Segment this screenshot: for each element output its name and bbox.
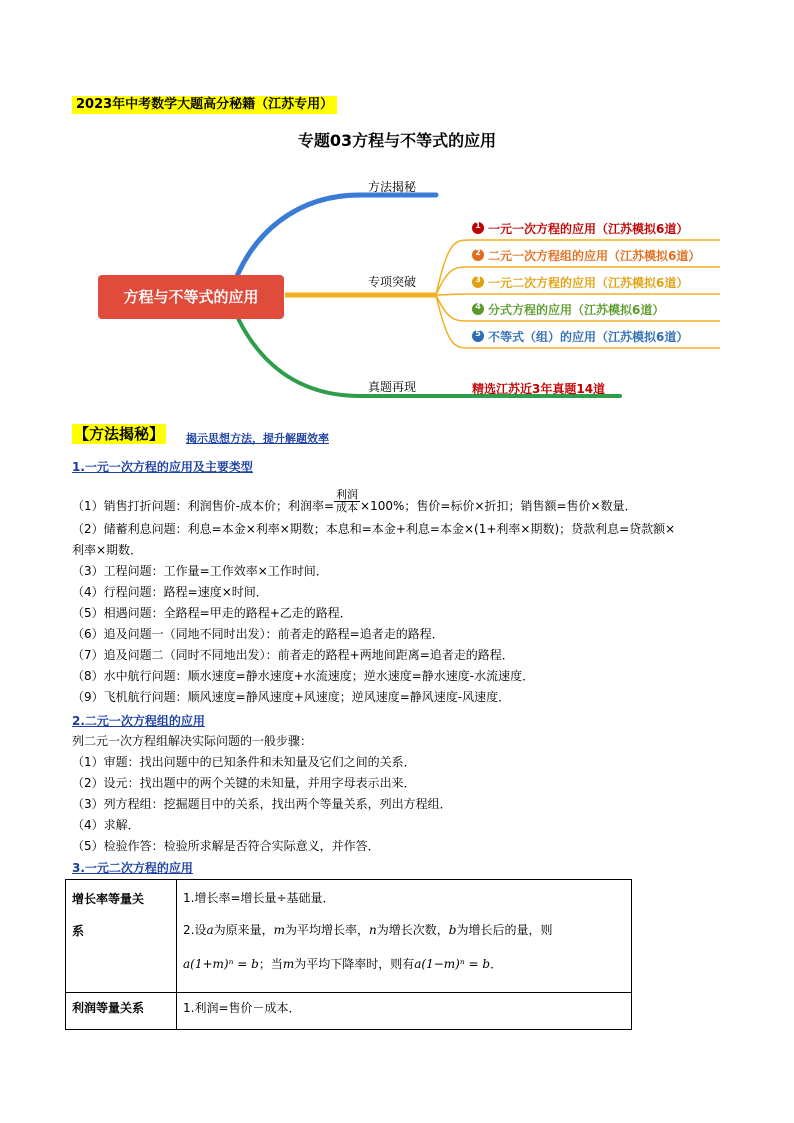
sec1-line-1-b: ×100%；售价=标价×折扣；销售额=售价×数量．	[360, 499, 637, 513]
row1-header-line-a: 增长率等量关	[72, 892, 145, 906]
var-a: a	[206, 923, 214, 937]
num-label-2: 2	[475, 248, 481, 257]
row1-line-2-d: 为增长次数，	[376, 923, 449, 937]
var-m-decline: m	[282, 957, 295, 971]
root-node: 方程与不等式的应用	[123, 288, 259, 306]
fraction-numerator: 利润	[336, 488, 359, 501]
row1-header-line-b: 系	[72, 924, 85, 938]
sec2-step-3: （3）列方程组：挖掘题目中的关系，找出两个等量关系，列出方程组．	[72, 797, 452, 811]
growth-formula: a(1+m)ⁿ = b	[183, 957, 259, 971]
sec2-step-4: （4）求解．	[72, 818, 140, 832]
row1-content	[177, 880, 632, 993]
item-2: 二元一次方程组的应用（江苏模拟6道）	[488, 249, 701, 263]
page-title: 专题03方程与不等式的应用	[297, 131, 497, 150]
row1-line-2-e: 为增长后的量，则	[456, 923, 553, 937]
sec1-line-2a: （2）储蓄利息问题：利息=本金×利率×期数；本息和=本金+利息=本金×(1+利率×期数)；贷款利息=贷款额×	[72, 522, 676, 536]
row1-line-2-b: 为原来量，	[213, 923, 274, 937]
sec1-line-9: （9）飞机航行问题：顺风速度=静风速度+风速度；逆风速度=静风速度-风速度．	[72, 690, 511, 704]
sec1-line-8: （8）水中航行问题：顺水速度=静水速度+水流速度；逆水速度=静水速度-水流速度．	[72, 669, 535, 683]
item-3: 一元二次方程的应用（江苏模拟6道）	[488, 276, 689, 290]
row1-line-3	[183, 954, 631, 974]
item-1: 一元一次方程的应用（江苏模拟6道）	[488, 222, 689, 236]
sec1-line-1	[72, 488, 637, 519]
sec1-line-7: （7）追及问题二（同时不同地出发）：前者走的路程+两地间距离=追者走的路程．	[72, 648, 514, 662]
decline-formula: a(1−m)ⁿ = b	[414, 957, 491, 971]
row1-line-2-c: 为平均增长率，	[285, 923, 370, 937]
section-1-heading: 1.一元一次方程的应用及主要类型	[72, 460, 253, 474]
row2-header: 利润等量关系	[66, 993, 177, 1030]
num-label-5: 5	[475, 329, 481, 338]
real-exam-note: 精选江苏近3年真题14道	[472, 382, 606, 396]
section-3-heading: 3.一元二次方程的应用	[72, 861, 193, 875]
sec2-step-2: （2）设元：找出题中的两个关键的未知量，并用字母表示出来．	[72, 776, 416, 790]
row1-line-2-a: 2.设	[183, 923, 207, 937]
sec1-line-6: （6）追及问题一（同地不同时出发）：前者走的路程=追者走的路程．	[72, 627, 444, 641]
sec2-step-1: （1）审题：找出问题中的已知条件和未知量及它们之间的关系．	[72, 755, 416, 769]
row1-line-3-d: ．	[490, 957, 503, 971]
row2-content: 1.利润=售价－成本．	[177, 993, 632, 1030]
row1-line-3-b: ；当	[258, 957, 283, 971]
sec2-intro: 列二元一次方程组解决实际问题的一般步骤：	[72, 734, 313, 748]
num-label-4: 4	[475, 302, 481, 311]
series-banner: 2023年中考数学大题高分秘籍（江苏专用）	[72, 96, 337, 114]
profit-rate-fraction	[334, 489, 360, 514]
item-5: 不等式（组）的应用（江苏模拟6道）	[488, 330, 689, 344]
method-tag: 【方法揭秘】	[74, 425, 165, 443]
sec1-line-5: （5）相遇问题：全路程=甲走的路程+乙走的路程．	[72, 606, 352, 620]
var-m: m	[273, 923, 286, 937]
fraction-denominator: 成本	[336, 501, 359, 514]
branch-real: 真题再现	[368, 380, 417, 394]
num-label-3: 3	[475, 275, 481, 284]
sub-line-3	[436, 294, 720, 295]
row1-header	[66, 880, 177, 993]
table-row	[66, 880, 632, 993]
sec1-line-2b: 利率×期数．	[72, 543, 143, 557]
row1-line-2	[183, 920, 631, 940]
row1-line-1: 1.增长率=增长量÷基础量．	[183, 891, 335, 905]
sec1-line-4: （4）行程问题：路程=速度×时间．	[72, 585, 268, 599]
sec1-line-3: （3）工程问题：工作量=工作效率×工作时间．	[72, 564, 328, 578]
row1-line-3-c: 为平均下降率时，则有	[294, 957, 415, 971]
item-4: 分式方程的应用（江苏模拟6道）	[488, 303, 665, 317]
sec2-step-5: （5）检验作答：检验所求解是否符合实际意义，并作答．	[72, 839, 380, 853]
section-2-heading: 2.二元一次方程组的应用	[72, 714, 205, 728]
table-row	[66, 993, 632, 1030]
method-subtitle: 揭示思想方法，提升解题效率	[186, 432, 329, 445]
branch-method: 方法揭秘	[368, 180, 417, 194]
var-n: n	[369, 923, 377, 937]
var-b: b	[448, 923, 457, 937]
equation-table	[65, 879, 632, 1030]
num-label-1: 1	[475, 221, 481, 230]
branch-special: 专项突破	[368, 275, 417, 289]
sec1-line-1-a: （1）销售打折问题：利润售价-成本价；利润率=	[72, 499, 335, 513]
